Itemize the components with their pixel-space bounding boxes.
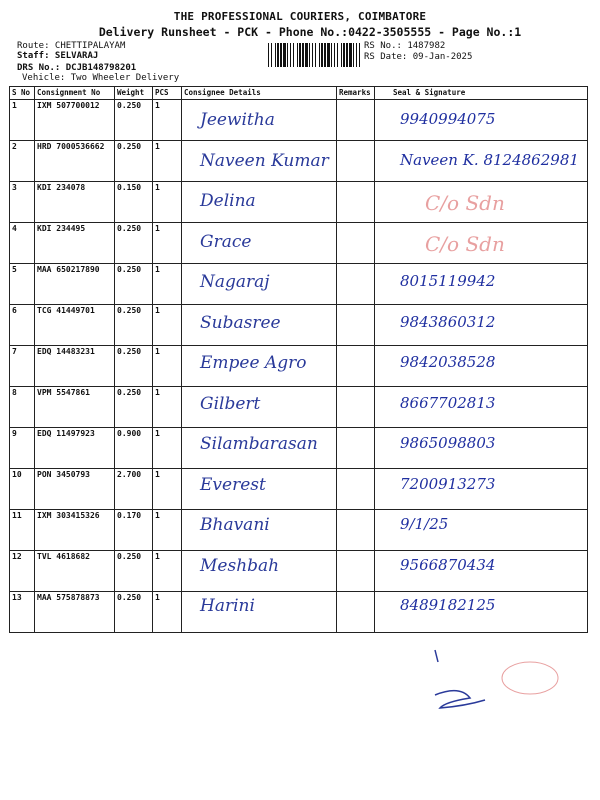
cell-consignee bbox=[182, 551, 337, 592]
cell-remarks bbox=[337, 346, 375, 387]
route-label: Route: CHETTIPALAYAM bbox=[17, 41, 126, 51]
cell-sno: 11 bbox=[10, 510, 35, 551]
cell-signature bbox=[375, 141, 588, 182]
runsheet-subtitle: Delivery Runsheet - PCK - Phone No.:0422-3505555 - Page No.:1 bbox=[98, 25, 522, 39]
cell-signature bbox=[375, 264, 588, 305]
cell-consignee bbox=[182, 264, 337, 305]
cell-pcs: 1 bbox=[153, 510, 182, 551]
table-row bbox=[10, 469, 588, 510]
cell-sno: 6 bbox=[10, 305, 35, 346]
cell-remarks bbox=[337, 141, 375, 182]
cell-pcs: 1 bbox=[153, 469, 182, 510]
cell-signature bbox=[375, 387, 588, 428]
table-row bbox=[10, 592, 588, 633]
cell-sno: 9 bbox=[10, 428, 35, 469]
company-title: THE PROFESSIONAL COURIERS, COIMBATORE bbox=[173, 10, 427, 23]
consignee-handwritten-name: Delina bbox=[200, 191, 256, 211]
cell-remarks bbox=[337, 551, 375, 592]
table-row bbox=[10, 346, 588, 387]
cell-sno: 3 bbox=[10, 182, 35, 223]
barcode-icon bbox=[268, 43, 360, 67]
cell-sno: 5 bbox=[10, 264, 35, 305]
received-stamp: C/o Sdn bbox=[425, 231, 505, 256]
received-stamp: C/o Sdn bbox=[425, 191, 505, 215]
consignee-handwritten-name: Subasree bbox=[200, 312, 281, 333]
cell-pcs: 1 bbox=[153, 141, 182, 182]
rs-date-label: RS Date: 09-Jan-2025 bbox=[364, 52, 473, 62]
cell-sno: 1 bbox=[10, 100, 35, 141]
cell-sno: 7 bbox=[10, 346, 35, 387]
col-header-consignment: Consignment No bbox=[35, 87, 115, 100]
cell-signature bbox=[375, 551, 588, 592]
staff-label bbox=[17, 51, 98, 62]
recipient-signature: 9865098803 bbox=[400, 434, 496, 452]
consignee-handwritten-name: Silambarasan bbox=[200, 434, 318, 454]
consignee-handwritten-name: Jeewitha bbox=[200, 110, 275, 130]
cell-consignment-no: KDI 234078 bbox=[35, 182, 115, 223]
cell-remarks bbox=[337, 469, 375, 510]
cell-weight: 0.250 bbox=[115, 551, 153, 592]
consignee-handwritten-name: Grace bbox=[200, 231, 252, 252]
table-row bbox=[10, 223, 588, 264]
consignee-handwritten-name: Meshbah bbox=[200, 555, 280, 576]
recipient-signature: 7200913273 bbox=[400, 474, 496, 493]
recipient-signature: Naveen K. 8124862981 bbox=[400, 150, 579, 169]
cell-remarks bbox=[337, 592, 375, 633]
cell-weight: 2.700 bbox=[115, 469, 153, 510]
drs-text: DRS No.: DCJB148798201 bbox=[17, 63, 137, 73]
table-row bbox=[10, 182, 588, 223]
cell-consignee bbox=[182, 182, 337, 223]
table-header-row bbox=[10, 87, 588, 100]
cell-consignment-no: IXM 507700012 bbox=[35, 100, 115, 141]
cell-weight: 0.150 bbox=[115, 182, 153, 223]
cell-signature bbox=[375, 469, 588, 510]
cell-consignment-no: IXM 303415326 bbox=[35, 510, 115, 551]
cell-signature bbox=[375, 510, 588, 551]
cell-signature bbox=[375, 346, 588, 387]
table-row bbox=[10, 305, 588, 346]
table-row bbox=[10, 551, 588, 592]
cell-consignment-no: MAA 575878873 bbox=[35, 592, 115, 633]
consignee-handwritten-name: Nagaraj bbox=[200, 272, 270, 292]
consignee-handwritten-name: Bhavani bbox=[200, 515, 270, 535]
cell-consignment-no: MAA 650217890 bbox=[35, 264, 115, 305]
table-row bbox=[10, 141, 588, 182]
cell-weight: 0.250 bbox=[115, 141, 153, 182]
runsheet-table bbox=[9, 86, 588, 633]
cell-pcs: 1 bbox=[153, 551, 182, 592]
recipient-signature: 9/1/25 bbox=[400, 515, 449, 533]
recipient-signature: 9566870434 bbox=[400, 555, 496, 574]
cell-remarks bbox=[337, 305, 375, 346]
cell-consignee bbox=[182, 305, 337, 346]
recipient-signature: 9843860312 bbox=[400, 312, 496, 331]
consignee-handwritten-name: Gilbert bbox=[200, 393, 261, 414]
cell-pcs: 1 bbox=[153, 387, 182, 428]
cell-consignment-no: TCG 41449701 bbox=[35, 305, 115, 346]
recipient-signature: 9842038528 bbox=[400, 353, 496, 371]
cell-weight: 0.250 bbox=[115, 223, 153, 264]
cell-weight: 0.250 bbox=[115, 264, 153, 305]
cell-consignee bbox=[182, 223, 337, 264]
cell-signature bbox=[375, 305, 588, 346]
cell-signature bbox=[375, 100, 588, 141]
cell-sno: 13 bbox=[10, 592, 35, 633]
cell-pcs: 1 bbox=[153, 346, 182, 387]
table-row bbox=[10, 387, 588, 428]
col-header-consignee: Consignee Details bbox=[182, 87, 337, 100]
cell-consignment-no: VPM 5547861 bbox=[35, 387, 115, 428]
cell-remarks bbox=[337, 182, 375, 223]
cell-consignment-no: KDI 234495 bbox=[35, 223, 115, 264]
cell-weight: 0.250 bbox=[115, 592, 153, 633]
cell-remarks bbox=[337, 510, 375, 551]
col-header-signature: Seal & Signature bbox=[375, 87, 588, 100]
cell-pcs: 1 bbox=[153, 305, 182, 346]
rs-no-label: RS No.: 1487982 bbox=[364, 41, 446, 51]
consignee-handwritten-name: Naveen Kumar bbox=[200, 150, 329, 171]
cell-consignee bbox=[182, 469, 337, 510]
cell-sno: 4 bbox=[10, 223, 35, 264]
scribble-mark bbox=[425, 640, 575, 710]
cell-consignee bbox=[182, 141, 337, 182]
cell-remarks bbox=[337, 428, 375, 469]
table-row bbox=[10, 100, 588, 141]
cell-pcs: 1 bbox=[153, 264, 182, 305]
vehicle-label: Vehicle: Two Wheeler Delivery bbox=[22, 73, 180, 83]
recipient-signature: 9940994075 bbox=[400, 110, 496, 128]
cell-signature bbox=[375, 592, 588, 633]
cell-sno: 12 bbox=[10, 551, 35, 592]
cell-signature bbox=[375, 223, 588, 264]
consignee-handwritten-name: Empee Agro bbox=[200, 353, 307, 373]
cell-consignee bbox=[182, 592, 337, 633]
cell-signature bbox=[375, 182, 588, 223]
cell-consignment-no: HRD 7000536662 bbox=[35, 141, 115, 182]
cell-pcs: 1 bbox=[153, 223, 182, 264]
staff-text: Staff: SELVARAJ bbox=[17, 51, 99, 61]
cell-sno: 10 bbox=[10, 469, 35, 510]
consignee-handwritten-name: Harini bbox=[200, 596, 255, 616]
cell-weight: 0.900 bbox=[115, 428, 153, 469]
cell-consignment-no: TVL 4618682 bbox=[35, 551, 115, 592]
cell-consignee bbox=[182, 428, 337, 469]
cell-weight: 0.250 bbox=[115, 305, 153, 346]
cell-weight: 0.250 bbox=[115, 100, 153, 141]
cell-consignment-no: EDQ 11497923 bbox=[35, 428, 115, 469]
recipient-signature: 8489182125 bbox=[400, 596, 496, 614]
col-header-weight: Weight bbox=[115, 87, 153, 100]
cell-pcs: 1 bbox=[153, 592, 182, 633]
recipient-signature: 8667702813 bbox=[400, 393, 496, 412]
col-header-pcs: PCS bbox=[153, 87, 182, 100]
cell-signature bbox=[375, 428, 588, 469]
cell-consignee bbox=[182, 510, 337, 551]
col-header-sno: S No bbox=[10, 87, 35, 100]
cell-pcs: 1 bbox=[153, 428, 182, 469]
table-row bbox=[10, 510, 588, 551]
cell-remarks bbox=[337, 264, 375, 305]
col-header-remarks: Remarks bbox=[337, 87, 375, 100]
cell-remarks bbox=[337, 223, 375, 264]
cell-remarks bbox=[337, 100, 375, 141]
cell-sno: 8 bbox=[10, 387, 35, 428]
cell-consignee bbox=[182, 387, 337, 428]
cell-weight: 0.250 bbox=[115, 346, 153, 387]
cell-pcs: 1 bbox=[153, 100, 182, 141]
cell-consignee bbox=[182, 346, 337, 387]
cell-sno: 2 bbox=[10, 141, 35, 182]
cell-consignee bbox=[182, 100, 337, 141]
table-row bbox=[10, 428, 588, 469]
cell-consignment-no: PON 3450793 bbox=[35, 469, 115, 510]
cell-consignment-no: EDQ 14483231 bbox=[35, 346, 115, 387]
cell-remarks bbox=[337, 387, 375, 428]
cell-pcs: 1 bbox=[153, 182, 182, 223]
cell-weight: 0.250 bbox=[115, 387, 153, 428]
cell-weight: 0.170 bbox=[115, 510, 153, 551]
recipient-signature: 8015119942 bbox=[400, 272, 496, 290]
table-row bbox=[10, 264, 588, 305]
consignee-handwritten-name: Everest bbox=[200, 474, 266, 495]
